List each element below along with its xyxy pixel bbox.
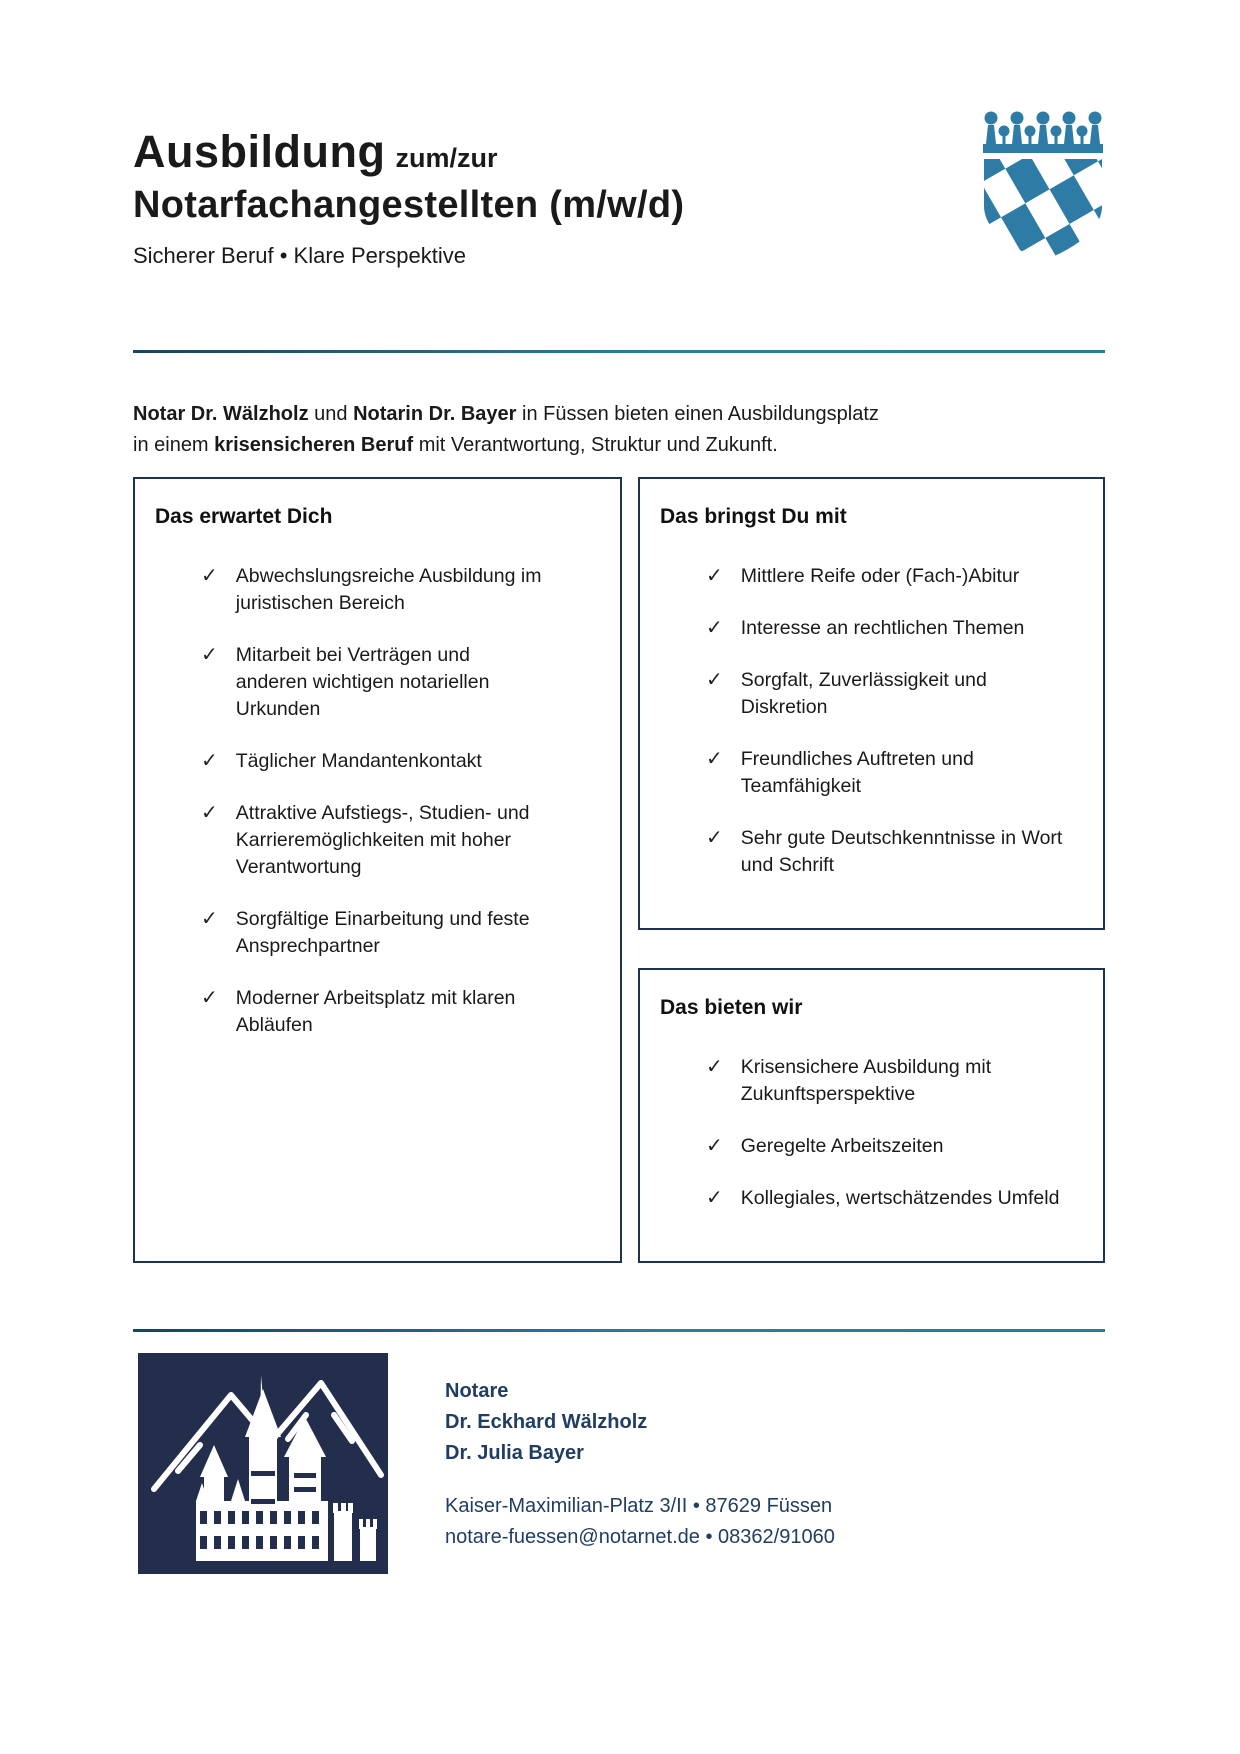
check-icon: ✓ [706, 1056, 723, 1078]
intro-text: mit Verantwortung, Struktur und Zukunft. [413, 434, 778, 456]
item-text: Geregelte Arbeitszeiten [740, 1135, 944, 1157]
item-text: Abwechslungsreiche Ausbildung im juristischen Bereich [235, 565, 542, 614]
intro-bold-beruf: krisensicheren Beruf [214, 434, 414, 456]
title-line2: Notarfachangestellten (m/w/d) [133, 184, 685, 226]
divider [133, 1329, 1105, 1332]
title-suffix: zum/zur [395, 143, 498, 173]
intro-bold-notar: Notar Dr. Wälzholz [133, 403, 309, 425]
contact-line: notare-fuessen@notarnet.de • 08362/91060 [445, 1526, 835, 1548]
item-text: Krisensichere Ausbildung mit Zukunftsperspektive [740, 1056, 992, 1105]
subtitle: Sicherer Beruf • Klare Perspektive [133, 243, 466, 268]
intro-text: in einem [133, 434, 215, 456]
check-icon: ✓ [706, 565, 723, 587]
check-icon: ✓ [706, 1135, 723, 1157]
item-text: Mittlere Reife oder (Fach-)Abitur [740, 565, 1020, 587]
checklist [660, 1054, 1083, 1212]
list-item [706, 1185, 1083, 1212]
item-text: Mitarbeit bei Verträgen und anderen wichtigen notariellen Urkunden [235, 644, 490, 720]
check-icon: ✓ [201, 908, 218, 930]
intro-text: und [308, 403, 354, 425]
bavaria-crest-icon [983, 110, 1103, 262]
list-item [706, 825, 1083, 879]
box-title: Das erwartet Dich [155, 505, 333, 528]
check-icon: ✓ [706, 669, 723, 691]
list-item [201, 985, 600, 1039]
item-text: Interesse an rechtlichen Themen [740, 617, 1025, 639]
list-item [706, 667, 1083, 721]
list-item [706, 1054, 1083, 1108]
checklist [155, 563, 600, 1039]
item-text: Moderner Arbeitsplatz mit klaren Abläufen [235, 987, 516, 1036]
intro-text: in Füssen bieten einen Ausbildungsplatz [516, 403, 879, 425]
notary-name-2: Dr. Julia Bayer [445, 1442, 584, 1464]
check-icon: ✓ [706, 1187, 723, 1209]
list-item [706, 563, 1083, 590]
list-item [201, 748, 600, 775]
check-icon: ✓ [201, 987, 218, 1009]
box-das-bringst-du-mit [638, 477, 1105, 930]
box-title: Das bieten wir [660, 996, 803, 1019]
check-icon: ✓ [706, 748, 723, 770]
item-text: Täglicher Mandantenkontakt [235, 750, 482, 772]
item-text: Sehr gute Deutschkenntnisse in Wort und Schrift [740, 827, 1063, 876]
title-main: Ausbildung [133, 126, 386, 177]
box-das-bieten-wir [638, 968, 1105, 1263]
check-icon: ✓ [706, 617, 723, 639]
item-text: Sorgfältige Einarbeitung und feste Ansprechpartner [235, 908, 530, 957]
list-item [706, 1133, 1083, 1160]
item-text: Attraktive Aufstiegs-, Studien- und Karrieremöglichkeiten mit hoher Verantwortung [235, 802, 530, 878]
check-icon: ✓ [201, 750, 218, 772]
checklist [660, 563, 1083, 879]
check-icon: ✓ [706, 827, 723, 849]
list-item [201, 800, 600, 881]
intro-paragraph [133, 399, 1093, 461]
item-text: Sorgfalt, Zuverlässigkeit und Diskretion [740, 669, 987, 718]
box-title: Das bringst Du mit [660, 505, 847, 528]
page-title [133, 126, 684, 227]
divider [133, 350, 1105, 353]
list-item [201, 642, 600, 723]
check-icon: ✓ [201, 644, 218, 666]
list-item [706, 746, 1083, 800]
check-icon: ✓ [201, 565, 218, 587]
list-item [706, 615, 1083, 642]
list-item [201, 563, 600, 617]
crest-shield [984, 159, 1102, 261]
neuschwanstein-castle-logo [138, 1353, 388, 1574]
org-name: Notare [445, 1380, 509, 1402]
notary-name-1: Dr. Eckhard Wälzholz [445, 1411, 648, 1433]
item-text: Kollegiales, wertschätzendes Umfeld [740, 1187, 1060, 1209]
check-icon: ✓ [201, 802, 218, 824]
box-das-erwartet-dich [133, 477, 622, 1263]
intro-bold-notarin: Notarin Dr. Bayer [353, 403, 517, 425]
address-line: Kaiser-Maximilian-Platz 3/II • 87629 Füssen [445, 1495, 833, 1517]
list-item [201, 906, 600, 960]
crest-crown [983, 112, 1103, 154]
item-text: Freundliches Auftreten und Teamfähigkeit [740, 748, 974, 797]
contact-block [445, 1376, 835, 1553]
